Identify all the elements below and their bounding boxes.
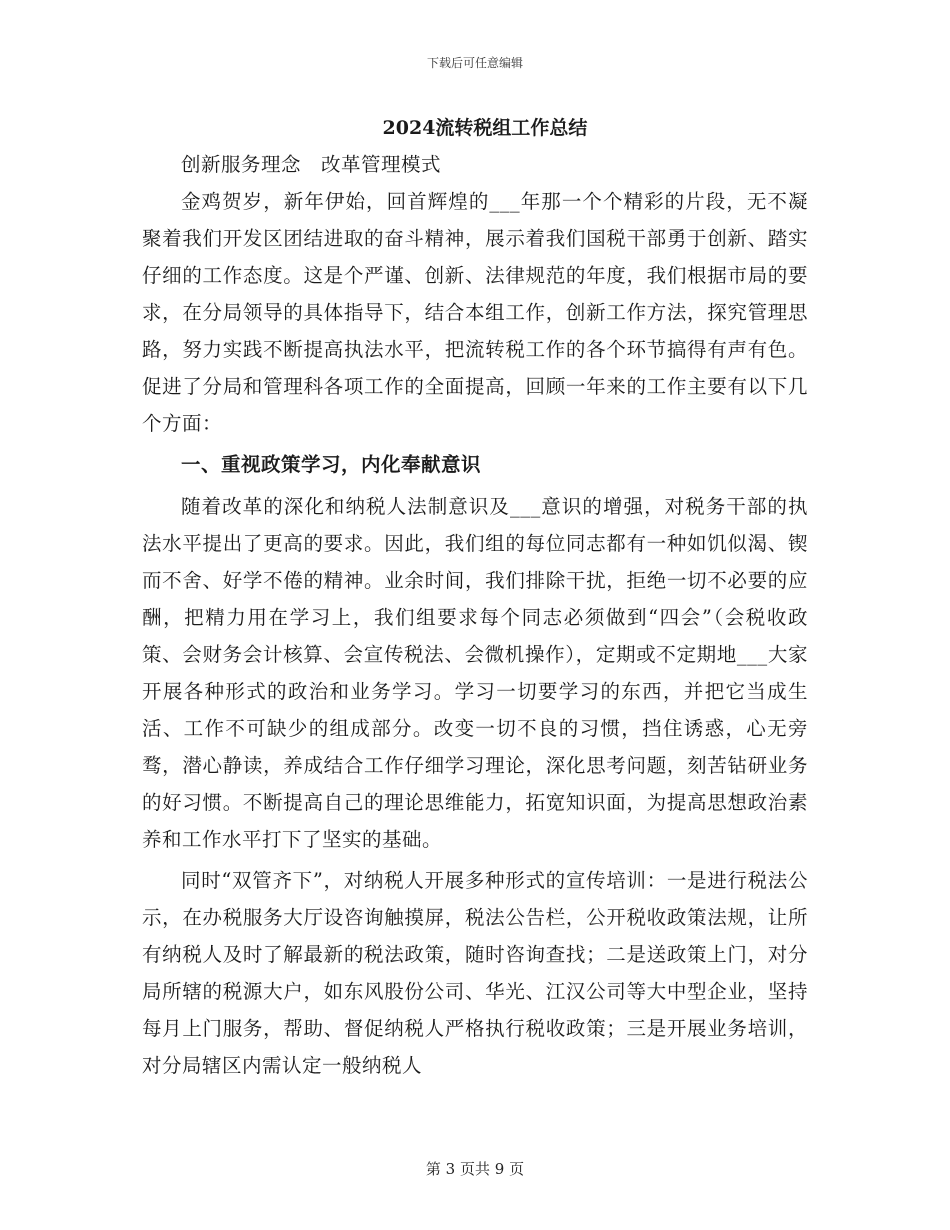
page-number-footer: 第 3 页共 9 页 bbox=[425, 1160, 525, 1178]
section-1-paragraph-2: 同时“双管齐下”，对纳税人开展多种形式的宣传培训：一是进行税法公示，在办税服务大厅设咨询触摸屏，税法公告栏，公开税收政策法规，让所有纳税人及时了解最新的税法政策，随时咨询查找；二是送政策上门，对分局所辖的税源大户，如东风股份公司、华光、江汉公司等大中型企业，坚持每月上门服务，帮助、督促纳税人严格执行税收政策；三是开展业务培训，对分局辖区内需认定一般纳税人 bbox=[142, 869, 808, 1077]
document-title: 2024流转税组工作总结 bbox=[382, 117, 588, 139]
section-heading-1: 一、重视政策学习，内化奉献意识 bbox=[181, 453, 482, 476]
document-body bbox=[142, 110, 808, 1084]
header-note: 下载后可任意编辑 bbox=[426, 56, 523, 70]
intro-paragraph: 金鸡贺岁，新年伊始，回首辉煌的___年那一个个精彩的片段，无不凝聚着我们开发区团结进取的奋斗精神，展示着我们国税干部勇于创新、踏实仔细的工作态度。这是个严谨、创新、法律规范的年度，我们根据市局的要求，在分局领导的具体指导下，结合本组工作，创新工作方法，探究管理思路，努力实践不断提高执法水平，把流转税工作的各个环节搞得有声有色。促进了分局和管理科各项工作的全面提高，回顾一年来的工作主要有以下几个方面： bbox=[142, 190, 808, 435]
section-1-paragraph-1: 随着改革的深化和纳税人法制意识及___意识的增强，对税务干部的执法水平提出了更高的要求。因此，我们组的每位同志都有一种如饥似渴、锲而不舍、好学不倦的精神。业余时间，我们排除干扰，拒绝一切不必要的应酬，把精力用在学习上，我们组要求每个同志必须做到“四会”（会税收政策、会财务会计核算、会宣传税法、会微机操作），定期或不定期地___大家开展各种形式的政治和业务学习。学习一切要学习的东西，并把它当成生活、工作不可缺少的组成部分。改变一切不良的习惯，挡住诱惑，心无旁骛，潜心静读，养成结合工作仔细学习理论，深化思考问题，刻苦钻研业务的好习惯。不断提高自己的理论思维能力，拓宽知识面，为提高思想政治素养和工作水平打下了坚实的基础。 bbox=[142, 495, 808, 851]
document-subtitle: 创新服务理念 改革管理模式 bbox=[181, 153, 442, 176]
